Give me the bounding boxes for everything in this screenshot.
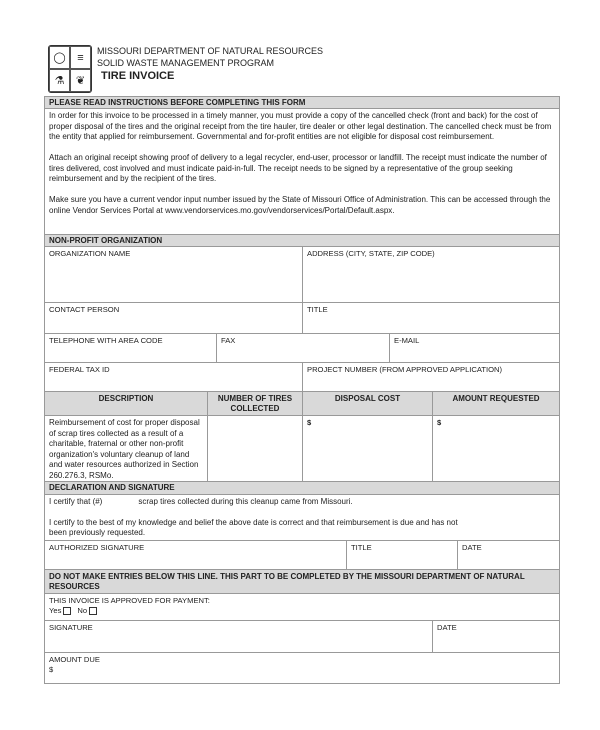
email-field[interactable]: E-MAIL: [389, 333, 560, 363]
org-heading: NON-PROFIT ORGANIZATION: [44, 234, 560, 247]
yes-checkbox[interactable]: [63, 607, 71, 615]
instructions-heading: PLEASE READ INSTRUCTIONS BEFORE COMPLETING THIS FORM: [44, 96, 560, 109]
organization-name-field[interactable]: ORGANIZATION NAME: [44, 246, 303, 303]
office-date-field[interactable]: DATE: [432, 620, 560, 653]
approval-section: [44, 593, 560, 621]
certify-tires-label: I certify that (#): [49, 497, 103, 506]
logo-microscope-icon: ⚗: [49, 69, 70, 92]
instruction-p2: Attach an original receipt showing proof of delivery to a legal recycler, end-user, processor or landfill. The receipt must indicate the number of tires delivered, cost involved and must indicate paid-in-full. The receipt needs to be signed by a representative of the group seeking reimbursement and by the recipient of the tires.: [49, 153, 547, 183]
no-label: No: [77, 606, 88, 615]
amount-requested-field[interactable]: $: [432, 415, 560, 482]
fax-field[interactable]: FAX: [216, 333, 390, 363]
office-signature-field[interactable]: SIGNATURE: [44, 620, 433, 653]
disposal-cost-field[interactable]: $: [302, 415, 433, 482]
office-use-heading: DO NOT MAKE ENTRIES BELOW THIS LINE. THIS PART TO BE COMPLETED BY THE MISSOURI DEPARTMENT OF NATURAL RESOURCES: [44, 569, 560, 594]
number-of-tires-field[interactable]: [207, 415, 303, 482]
description-cell: Reimbursement of cost for proper disposal of scrap tires collected as a result of a charitable, fraternal or other non-profit organization's voluntary cleanup of land and water resources authorized in Section 260.276.3, RSMo.: [44, 415, 208, 482]
contact-person-field[interactable]: CONTACT PERSON: [44, 302, 303, 334]
instructions: [44, 108, 560, 235]
federal-tax-id-field[interactable]: FEDERAL TAX ID: [44, 362, 303, 392]
project-number-field[interactable]: PROJECT NUMBER (FROM APPROVED APPLICATION): [302, 362, 560, 392]
telephone-field[interactable]: TELEPHONE WITH AREA CODE: [44, 333, 217, 363]
col-disposal-cost: DISPOSAL COST: [302, 391, 433, 416]
col-amount-requested: AMOUNT REQUESTED: [432, 391, 560, 416]
form-title: TIRE INVOICE: [101, 70, 175, 82]
no-checkbox[interactable]: [89, 607, 97, 615]
program-name: SOLID WASTE MANAGEMENT PROGRAM: [97, 58, 275, 68]
declaration-heading: DECLARATION AND SIGNATURE: [44, 481, 560, 495]
department-name: MISSOURI DEPARTMENT OF NATURAL RESOURCES: [97, 46, 324, 56]
logo-circle-icon: ◯: [49, 46, 70, 69]
instruction-p3: Make sure you have a current vendor input number issued by the State of Missouri Office of Administration. This can be accessed through the online Vendor Services Portal at www.vendorservices.mo.gov/vendorservices/Portal/Default.aspx.: [49, 195, 551, 215]
declaration-title-field[interactable]: TITLE: [346, 540, 458, 570]
certify-correct-text: I certify to the best of my knowledge and belief the above date is correct and that reimbursement is due and has not been previously requested.: [49, 517, 458, 537]
logo-leaf-icon: ❦: [70, 69, 91, 92]
amount-due-field[interactable]: [44, 652, 560, 684]
certify-tires-text: scrap tires collected during this cleanup came from Missouri.: [138, 497, 353, 506]
address-field[interactable]: ADDRESS (CITY, STATE, ZIP CODE): [302, 246, 560, 303]
yes-label: Yes: [49, 606, 62, 615]
col-number-of-tires: NUMBER OF TIRES COLLECTED: [207, 391, 303, 416]
dnr-logo: [48, 45, 92, 93]
certification: [44, 494, 560, 541]
amount-due-dollar: $: [49, 665, 54, 674]
instruction-p1: In order for this invoice to be processed in a timely manner, you must provide a copy of the cancelled check (front and back) for the cost of proper disposal of the tires and the original receipt from the tire hauler, tire dealer or other legal destination. The cancelled check must be from the entity that applied for reimbursement. Governmental and for-profit entities are not eligible for disposal cost reimbursement.: [49, 111, 552, 141]
approved-label: THIS INVOICE IS APPROVED FOR PAYMENT:: [49, 596, 210, 605]
declaration-date-field[interactable]: DATE: [457, 540, 560, 570]
authorized-signature-field[interactable]: AUTHORIZED SIGNATURE: [44, 540, 347, 570]
logo-water-icon: ≡: [70, 46, 91, 69]
title-field[interactable]: TITLE: [302, 302, 560, 334]
col-description: DESCRIPTION: [44, 391, 208, 416]
amount-due-label: AMOUNT DUE: [49, 655, 100, 664]
